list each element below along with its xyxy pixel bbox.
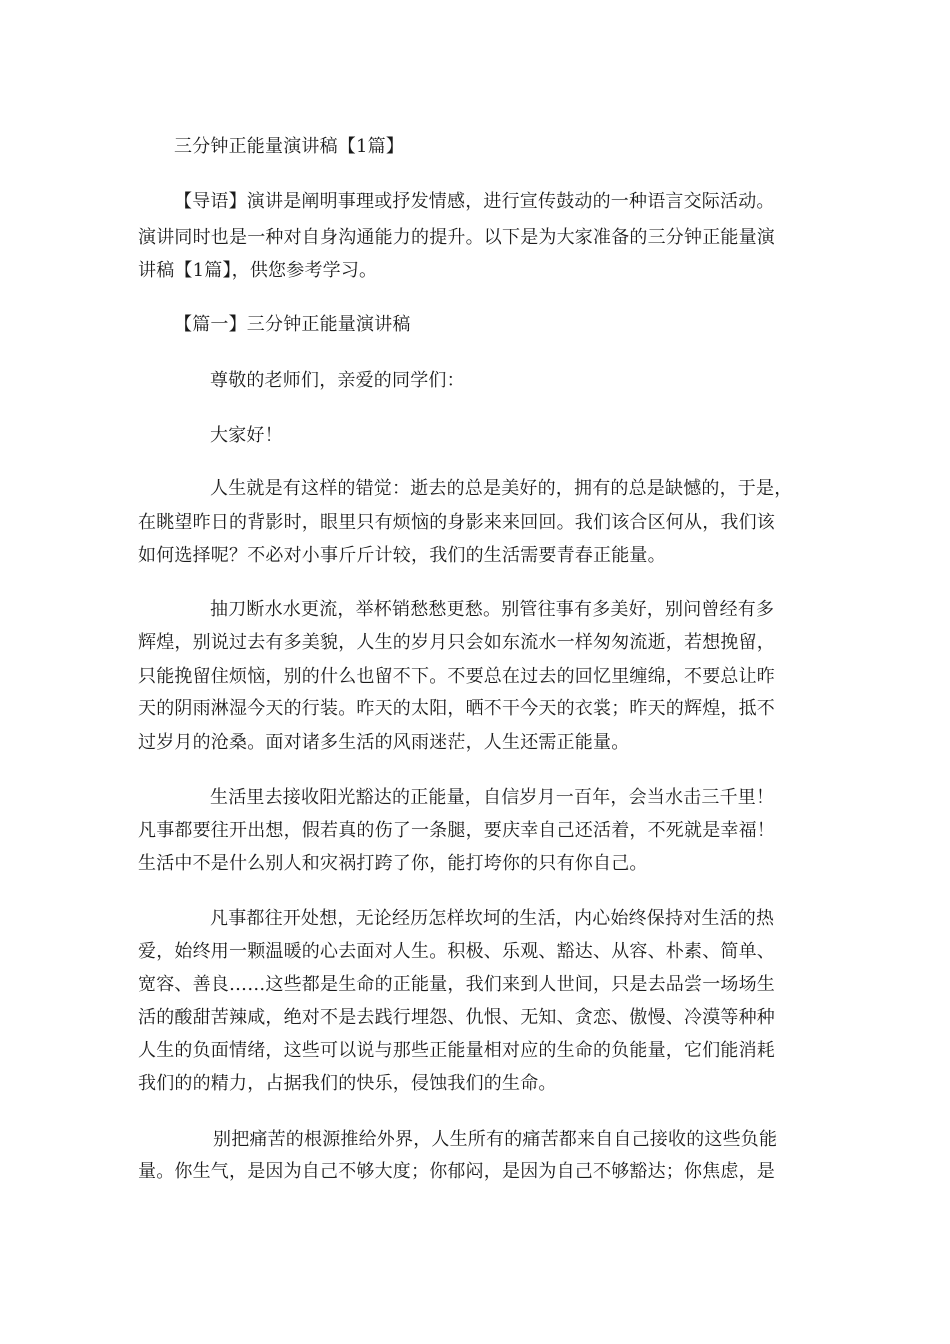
- paragraph-line: 辉煌，别说过去有多美貌，人生的岁月只会如东流水一样匆匆流逝，若想挽留，: [138, 632, 775, 653]
- paragraph-line: 如何选择呢？不必对小事斤斤计较，我们的生活需要青春正能量。: [138, 545, 666, 566]
- paragraph-line: 生活中不是什么别人和灾祸打跨了你，能打垮你的只有你自己。: [138, 853, 648, 874]
- paragraph-line: 凡事都往开处想，无论经历怎样坎坷的生活，内心始终保持对生活的热: [210, 908, 775, 929]
- section-heading: 【篇一】三分钟正能量演讲稿: [174, 314, 411, 335]
- intro-line: 【导语】演讲是阐明事理或抒发情感，进行宣传鼓动的一种语言交际活动。: [174, 191, 775, 212]
- paragraph-line: 量。你生气，是因为自己不够大度；你郁闷，是因为自己不够豁达；你焦虑，是: [138, 1161, 775, 1182]
- paragraph-line: 生活里去接收阳光豁达的正能量，自信岁月一百年，会当水击三千里！: [210, 787, 775, 808]
- paragraph-line: 在眺望昨日的背影时，眼里只有烦恼的身影来来回回。我们该合区何从，我们该: [138, 512, 775, 533]
- paragraph-line: 天的阴雨淋湿今天的行装。昨天的太阳，晒不干今天的衣裳；昨天的辉煌，抵不: [138, 698, 775, 719]
- intro-line: 讲稿【1篇】，供您参考学习。: [138, 260, 378, 281]
- paragraph-line: 别把痛苦的根源推给外界，人生所有的痛苦都来自自己接收的这些负能: [213, 1129, 778, 1150]
- paragraph-line: 人生的负面情绪，这些可以说与那些正能量相对应的生命的负能量，它们能消耗: [138, 1040, 775, 1061]
- paragraph-line: 爱，始终用一颗温暖的心去面对人生。积极、乐观、豁达、从容、朴素、简单、: [138, 941, 775, 962]
- paragraph-line: 凡事都要往开出想，假若真的伤了一条腿，要庆幸自己还活着，不死就是幸福！: [138, 820, 775, 841]
- paragraph-line: 过岁月的沧桑。面对诸多生活的风雨迷茫，人生还需正能量。: [138, 732, 630, 753]
- paragraph-line: 抽刀断水水更流，举杯销愁愁更愁。别管往事有多美好，别问曾经有多: [210, 599, 775, 620]
- paragraph-line: 只能挽留住烦恼，别的什么也留不下。不要总在过去的回忆里缠绵，不要总让昨: [138, 666, 775, 687]
- greeting: 大家好！: [210, 425, 283, 446]
- paragraph-line: 我们的的精力，占据我们的快乐，侵蚀我们的生命。: [138, 1073, 557, 1094]
- paragraph-line: 人生就是有这样的错觉：逝去的总是美好的，拥有的总是缺憾的，于是，: [210, 478, 793, 499]
- intro-line: 演讲同时也是一种对自身沟通能力的提升。以下是为大家准备的三分钟正能量演: [138, 227, 775, 248]
- paragraph-line: 活的酸甜苦辣咸，绝对不是去践行埋怨、仇恨、无知、贪恋、傲慢、冷漠等种种: [138, 1007, 775, 1028]
- salutation: 尊敬的老师们，亲爱的同学们：: [210, 370, 465, 391]
- document-title: 三分钟正能量演讲稿【1篇】: [174, 136, 405, 157]
- paragraph-line: 宽容、善良……这些都是生命的正能量，我们来到人世间，只是去品尝一场场生: [138, 974, 775, 995]
